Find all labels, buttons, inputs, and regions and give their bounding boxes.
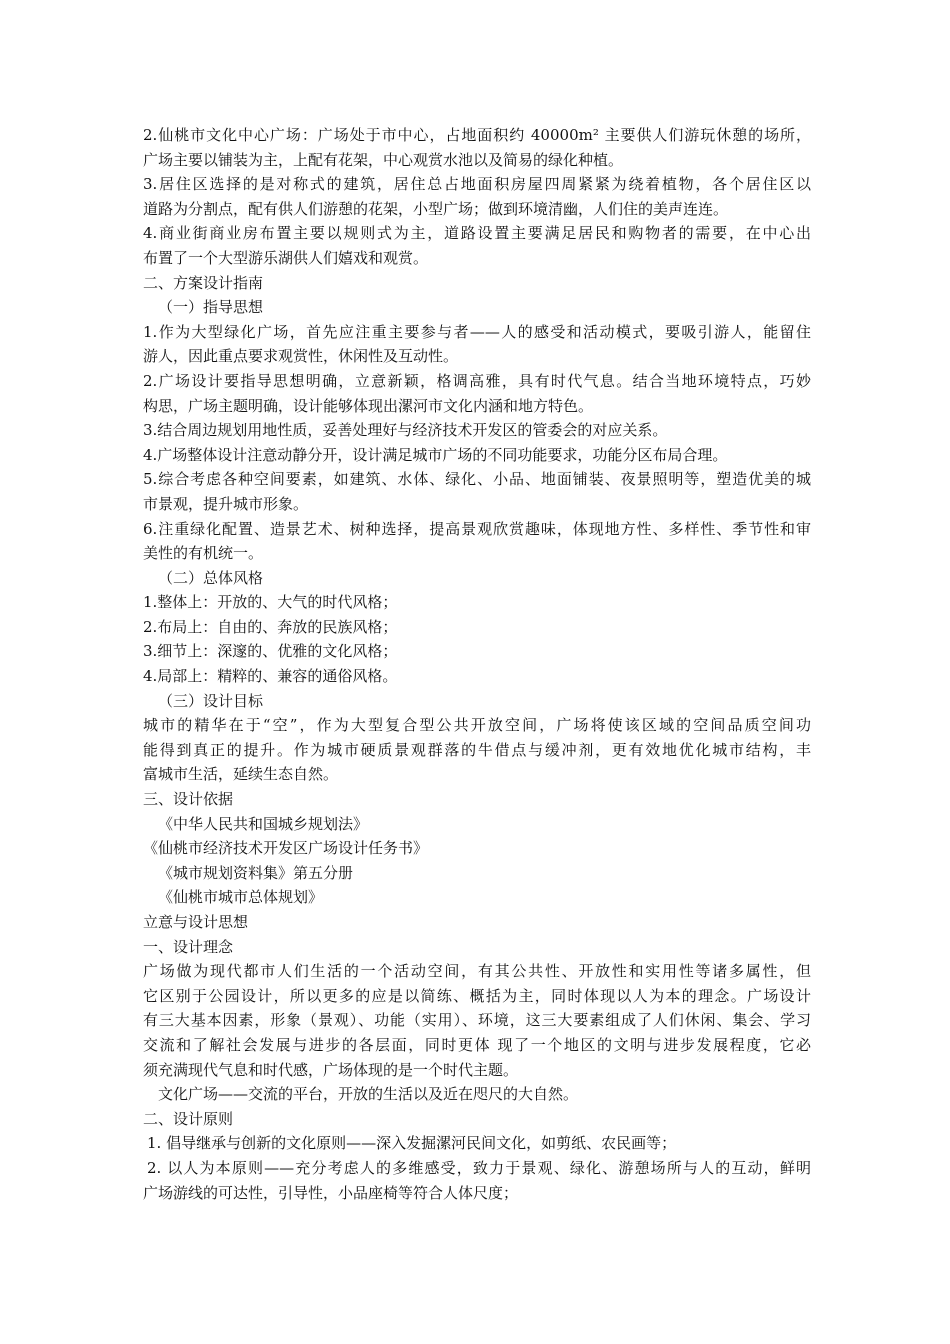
text-line: 广场做为现代都市人们生活的一个活动空间，有其公共性、开放性和实用性等诸多属性，但 (143, 962, 811, 981)
text-line: （一）指导思想 (158, 298, 264, 317)
text-line: 2.仙桃市文化中心广场：广场处于市中心，占地面积约 40000m² 主要供人们游玩休憩的场所， (143, 126, 811, 144)
text-line: 5.综合考虑各种空间要素，如建筑、水体、绿化、小品、地面铺装、夜景照明等，塑造优美的城 (143, 470, 811, 489)
text-line: 1. 倡导继承与创新的文化原则——深入发掘漯河民间文化，如剪纸、农民画等； (147, 1134, 677, 1153)
text-line: （三）设计目标 (158, 691, 264, 710)
text-line: 3.结合周边规划用地性质，妥善处理好与经济技术开发区的管委会的对应关系。 (143, 421, 668, 440)
text-line: 游人，因此重点要求观赏性，休闲性及互动性。 (143, 347, 459, 366)
text-line: 广场主要以铺装为主，上配有花架，中心观赏水池以及简易的绿化种植。 (143, 150, 624, 169)
text-line: 富城市生活，延续生态自然。 (143, 765, 339, 784)
text-line: 文化广场——交流的平台，开放的生活以及近在咫尺的大自然。 (158, 1085, 579, 1104)
text-line: 一、设计理念 (143, 937, 234, 956)
text-line: 4.广场整体设计注意动静分开，设计满足城市广场的不同功能要求，功能分区布局合理。 (143, 445, 728, 464)
text-line: 交流和了解社会发展与进步的各层面，同时更体 现了一个地区的文明与进步发展程度，它必 (143, 1035, 811, 1054)
text-line: 2. 以人为本原则——充分考虑人的多维感受，致力于景观、绿化、游憩场所与人的互动，鲜明 (147, 1158, 811, 1177)
text-line: （二）总体风格 (158, 568, 264, 587)
text-line: 3.细节上：深邃的、优雅的文化风格； (143, 642, 398, 661)
text-line: 美性的有机统一。 (143, 544, 264, 563)
text-line: 二、方案设计指南 (143, 273, 264, 292)
text-line: 1.整体上：开放的、大气的时代风格； (143, 593, 398, 612)
document-page (143, 123, 811, 1205)
text-line: 《城市规划资料集》第五分册 (158, 863, 354, 882)
text-line: 须充满现代气息和时代感，广场体现的是一个时代主题。 (143, 1060, 519, 1079)
text-line: 《仙桃市经济技术开发区广场设计任务书》 (143, 839, 429, 858)
text-line: 道路为分割点，配有供人们游憩的花架，小型广场；做到环境清幽，人们住的美声连连。 (143, 199, 729, 218)
text-line: 二、设计原则 (143, 1109, 234, 1128)
text-line: 2.广场设计要指导思想明确，立意新颖，格调高雅，具有时代气息。结合当地环境特点，巧妙 (143, 371, 811, 390)
text-line: 能得到真正的提升。作为城市硬质景观群落的牛借点与缓冲剂，更有效地优化城市结构，丰 (143, 740, 811, 759)
text-line: 布置了一个大型游乐湖供人们嬉戏和观赏。 (143, 248, 429, 267)
text-line: 3.居住区选择的是对称式的建筑，居住总占地面积房屋四周紧紧为绕着植物，各个居住区以 (143, 175, 811, 194)
text-line: 立意与设计思想 (143, 913, 249, 931)
text-line: 城市的精华在于“空”，作为大型复合型公共开放空间，广场将使该区域的空间品质空间功 (143, 716, 811, 735)
text-line: 4.局部上：精粹的、兼容的通俗风格。 (143, 667, 398, 686)
text-line: 它区别于公园设计，所以更多的应是以简练、概括为主，同时体现以人为本的理念。广场设计 (143, 986, 811, 1005)
text-line: 1.作为大型绿化广场，首先应注重主要参与者——人的感受和活动模式，要吸引游人，能留住 (143, 322, 811, 341)
text-line: 有三大基本因素，形象（景观）、功能（实用）、环境，这三大要素组成了人们休闲、集会、学习 (143, 1011, 811, 1030)
text-line: 《中华人民共和国城乡规划法》 (158, 814, 369, 833)
text-line: 三、设计依据 (143, 790, 234, 809)
text-line: 构思，广场主题明确，设计能够体现出漯河市文化内涵和地方特色。 (143, 396, 594, 415)
text-line: 广场游线的可达性，引导性，小品座椅等符合人体尺度； (143, 1183, 519, 1202)
text-line: 《仙桃市城市总体规划》 (158, 888, 324, 907)
text-line: 4.商业街商业房布置主要以规则式为主，道路设置主要满足居民和购物者的需要，在中心出 (143, 224, 811, 243)
text-line: 市景观，提升城市形象。 (143, 494, 309, 513)
text-line: 6.注重绿化配置、造景艺术、树种选择，提高景观欣赏趣味，体现地方性、多样性、季节性和审 (143, 519, 811, 538)
text-line: 2.布局上：自由的、奔放的民族风格； (143, 617, 398, 636)
